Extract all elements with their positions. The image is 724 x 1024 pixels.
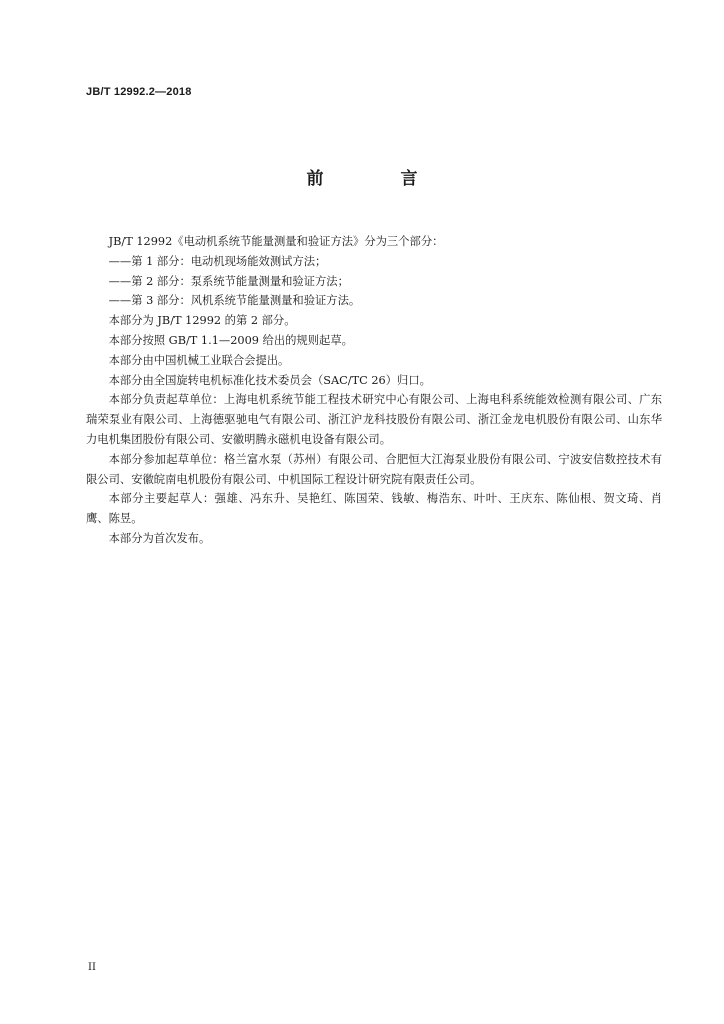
paragraph-committee: 本部分由全国旋转电机标准化技术委员会（SAC/TC 26）归口。 [108, 373, 431, 387]
foreword-body [86, 232, 662, 549]
paragraph-participating-drafters: 本部分参加起草单位：格兰富水泵（苏州）有限公司、合肥恒大江海泵业股份有限公司、宁波安信数控技术有限公司、安徽皖南电机股份有限公司、中机国际工程设计研究院有限责任公司。 [86, 452, 662, 486]
paragraph-proposer: 本部分由中国机械工业联合会提出。 [108, 353, 290, 367]
paragraph-drafting-rules: 本部分按照 GB/T 1.1—2009 给出的规则起草。 [108, 333, 353, 347]
paragraph-responsible-drafters: 本部分负责起草单位：上海电机系统节能工程技术研究中心有限公司、上海电科系统能效检测有限公司、广东瑞荣泵业有限公司、上海德驱驰电气有限公司、浙江沪龙科技股份有限公司、浙江金龙电机股份有限公司、山东华力电机集团股份有限公司、安徽明腾永磁机电设备有限公司。 [86, 393, 662, 446]
list-item-part-1: ——第 1 部分：电动机现场能效测试方法； [108, 254, 327, 268]
paragraph-main-drafters: 本部分主要起草人：强雄、冯东升、吴艳红、陈国荣、钱敏、梅浩东、叶叶、王庆东、陈仙根、贺文琦、肖鹰、陈昱。 [86, 492, 662, 526]
list-item-part-3: ——第 3 部分：风机系统节能量测量和验证方法。 [108, 294, 361, 308]
paragraph-part-statement: 本部分为 JB/T 12992 的第 2 部分。 [108, 314, 296, 328]
paragraph-intro: JB/T 12992《电动机系统节能量测量和验证方法》分为三个部分： [108, 235, 444, 248]
page-number: II [88, 962, 96, 973]
page-title: 前 言 [306, 169, 448, 189]
paragraph-first-release: 本部分为首次发布。 [108, 531, 211, 545]
list-item-part-2: ——第 2 部分：泵系统节能量测量和验证方法； [108, 274, 349, 288]
standard-code: JB/T 12992.2—2018 [86, 86, 192, 98]
